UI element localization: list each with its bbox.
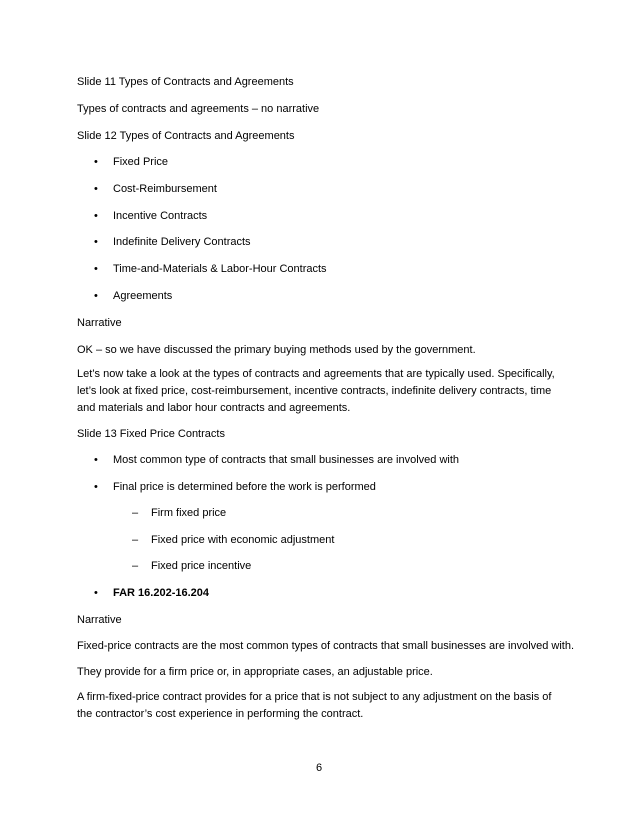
slide12-bullet-item: Incentive Contracts — [113, 210, 208, 222]
narrative-paragraph: A firm-fixed-price contract provides for a price that is not subject to any adjustment on the basis of the contractor’s cost experience in performing the contract. — [77, 691, 552, 720]
slide12-bullet-item: Cost-Reimbursement — [113, 183, 217, 195]
slide13-bullet-item: Final price is determined before the work is performed — [113, 481, 376, 493]
narrative-label: Narrative — [77, 614, 122, 626]
bullet-glyph: • — [94, 587, 98, 599]
narrative-label: Narrative — [77, 317, 122, 329]
narrative-paragraph: Let’s now take a look at the types of contracts and agreements that are typically used. Specifically, let’s look at fixed price, cost-reimbursement, incentive contracts, indefinite delivery contracts, time and materials and labor hour contracts and agreements. — [77, 368, 555, 414]
bullet-glyph: • — [94, 183, 98, 195]
bullet-glyph: • — [94, 290, 98, 302]
slide12-bullet-item: Time-and-Materials & Labor-Hour Contracts — [113, 263, 327, 275]
slide12-bullet-item: Agreements — [113, 290, 173, 302]
narrative-paragraph: They provide for a firm price or, in appropriate cases, an adjustable price. — [77, 666, 433, 678]
slide13-subitem: Fixed price with economic adjustment — [151, 534, 335, 546]
slide12-heading: Slide 12 Types of Contracts and Agreements — [77, 130, 295, 142]
bullet-glyph: • — [94, 454, 98, 466]
slide11-heading: Slide 11 Types of Contracts and Agreements — [77, 76, 294, 88]
slide13-subitem: Firm fixed price — [151, 507, 227, 519]
bullet-glyph: • — [94, 236, 98, 248]
narrative-paragraph: Fixed-price contracts are the most common types of contracts that small businesses are involved with. — [77, 640, 575, 652]
bullet-glyph: • — [94, 263, 98, 275]
far-reference: FAR 16.202-16.204 — [113, 587, 210, 599]
bullet-glyph: • — [94, 156, 98, 168]
page-number: 6 — [315, 762, 323, 774]
slide12-bullet-item: Fixed Price — [113, 156, 169, 168]
bullet-glyph: • — [94, 210, 98, 222]
bullet-glyph: • — [94, 481, 98, 493]
dash-glyph: – — [132, 507, 139, 519]
slide12-bullet-item: Indefinite Delivery Contracts — [113, 236, 251, 248]
dash-glyph: – — [132, 534, 139, 546]
slide13-heading: Slide 13 Fixed Price Contracts — [77, 428, 225, 440]
slide13-bullet-item: Most common type of contracts that small businesses are involved with — [113, 454, 460, 466]
slide11-text: Types of contracts and agreements – no narrative — [77, 103, 320, 115]
dash-glyph: – — [132, 560, 139, 572]
slide13-subitem: Fixed price incentive — [151, 560, 252, 572]
narrative-paragraph: OK – so we have discussed the primary buying methods used by the government. — [77, 344, 476, 356]
